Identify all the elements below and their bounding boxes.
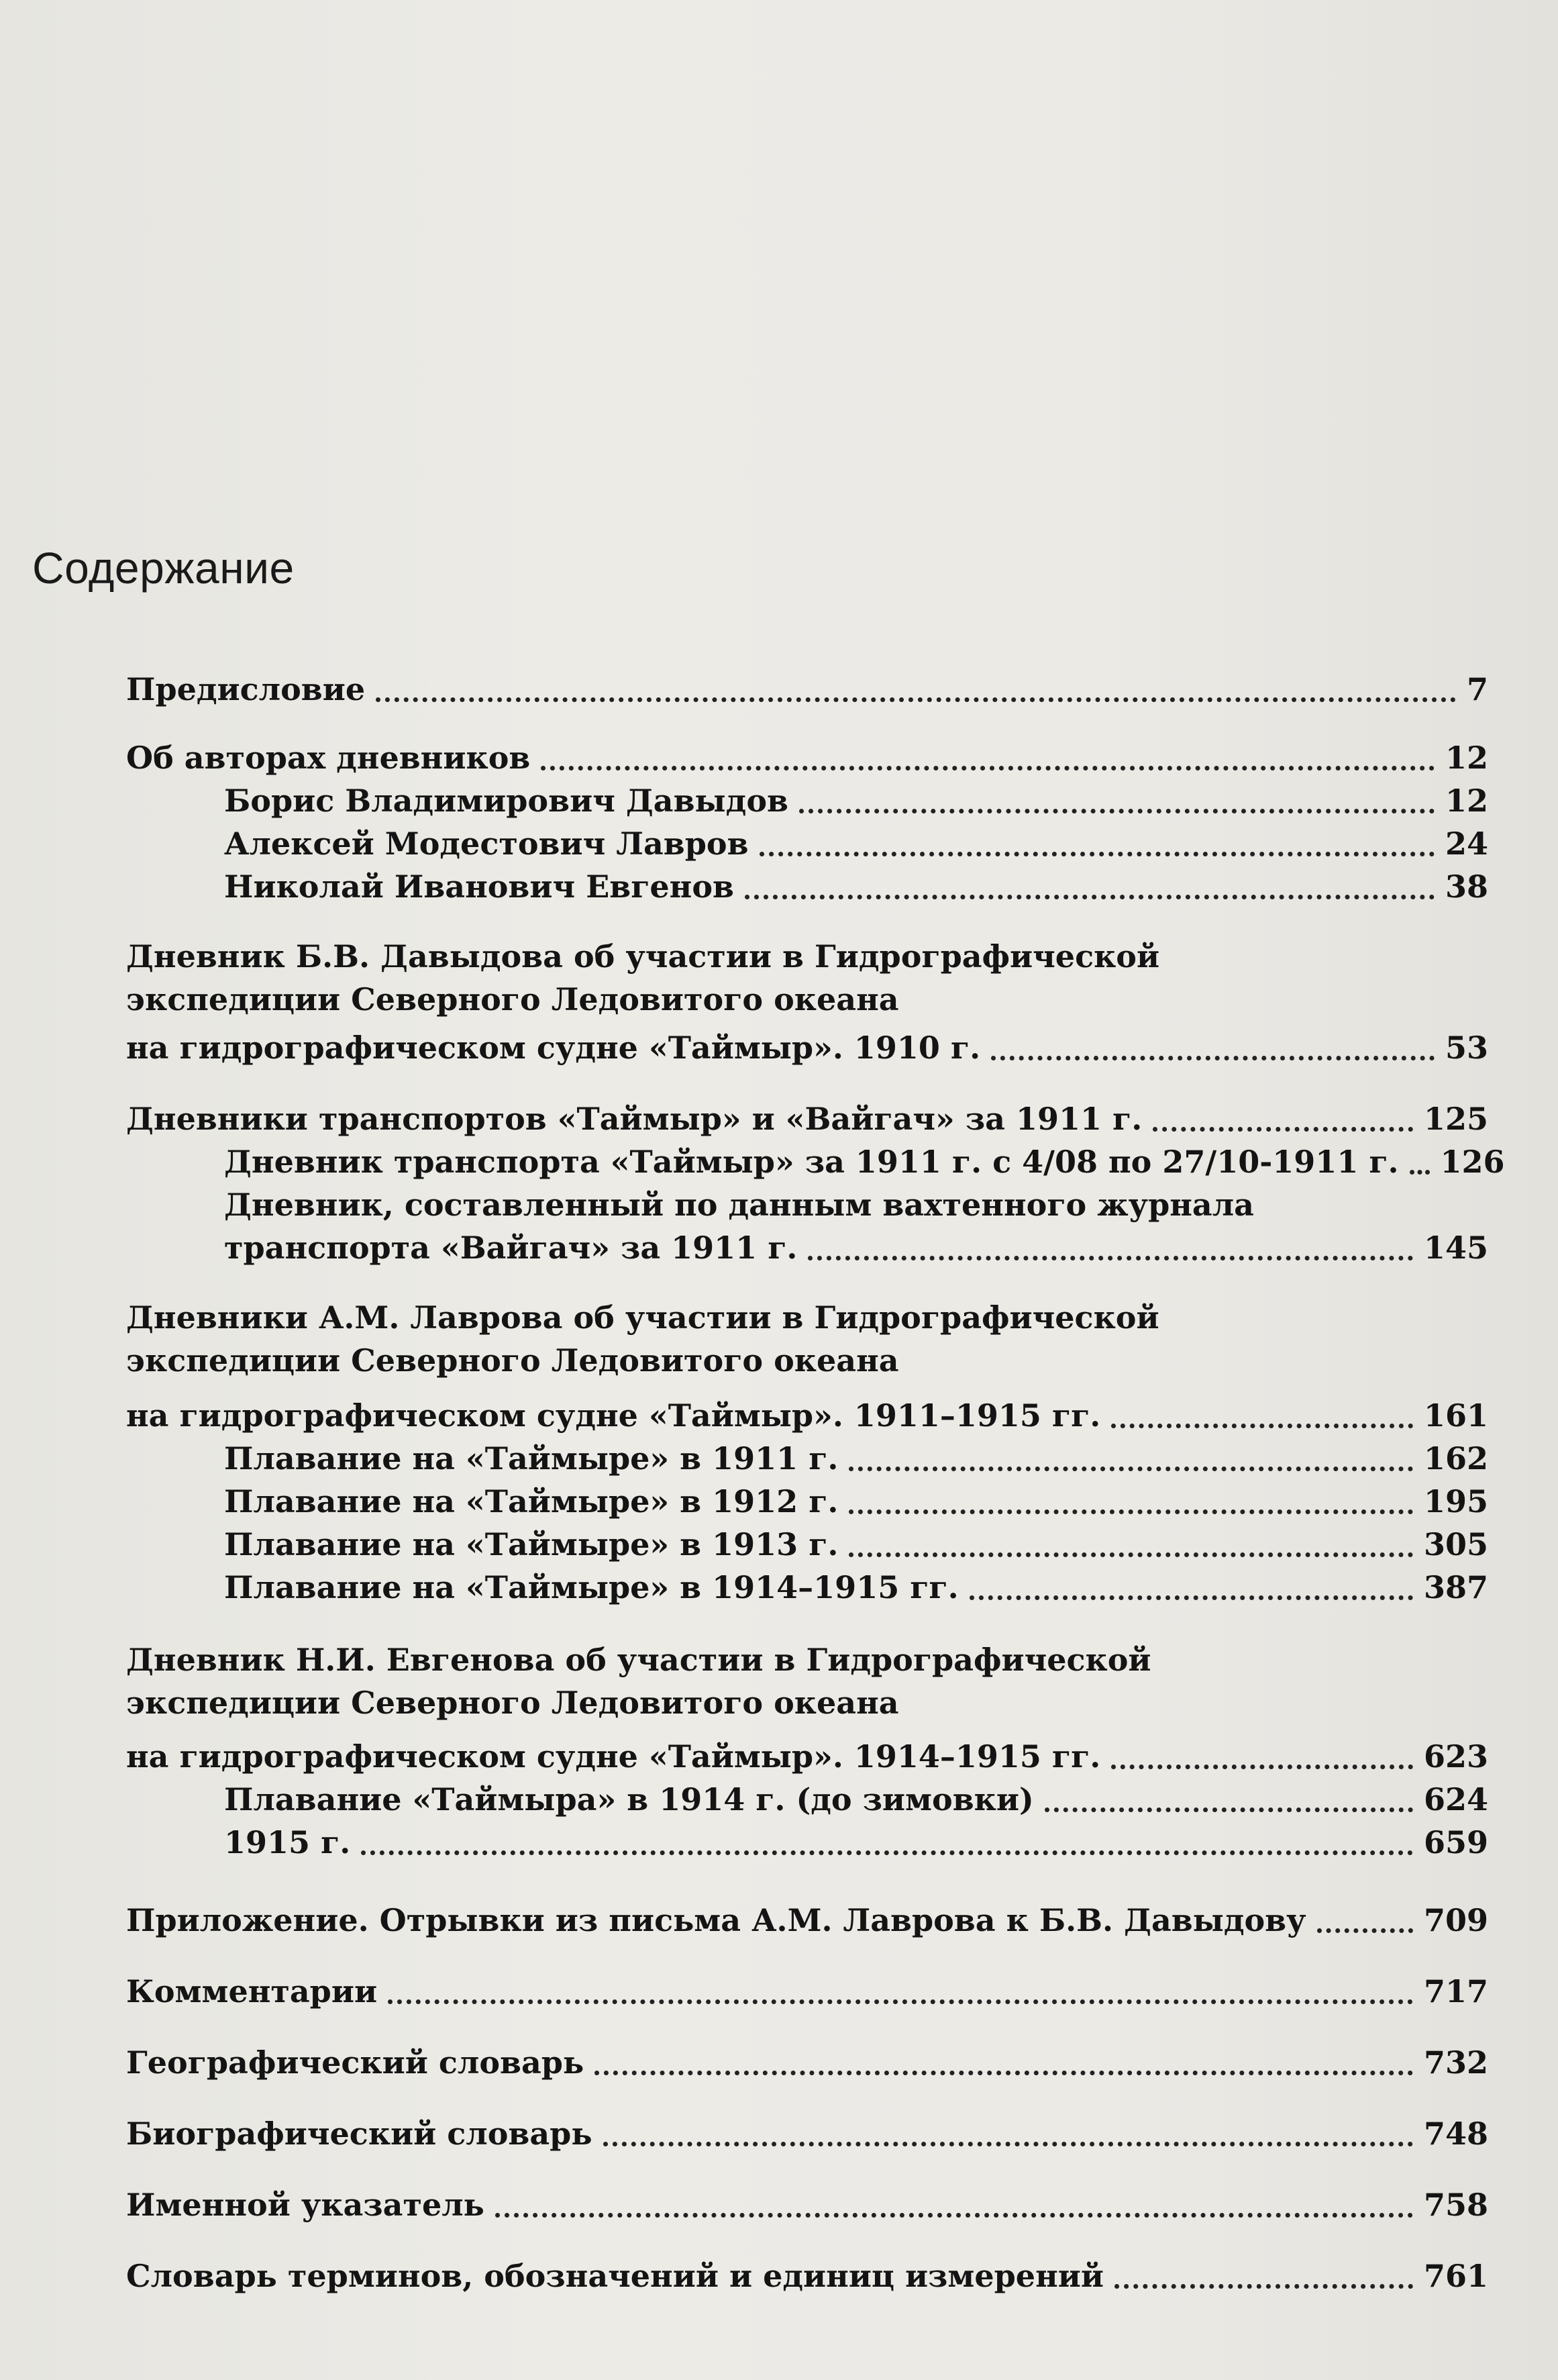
toc-entry-title: Предисловие: [126, 671, 366, 707]
toc-entry-page: 659: [1423, 1824, 1488, 1861]
toc-entry-page: 38: [1445, 869, 1488, 905]
toc-entry-title: транспорта «Вайгач» за 1911 г.: [224, 1230, 798, 1266]
dot-leader: [808, 1256, 1413, 1260]
toc-entry-title: Биографический словарь: [126, 2116, 592, 2152]
dot-leader: [799, 809, 1435, 813]
toc-entry-page: 126: [1440, 1144, 1505, 1180]
toc-subentry-davydov[interactable]: [224, 779, 1488, 823]
toc-entry-biographic-dictionary[interactable]: [126, 2112, 1488, 2156]
toc-entry-title: Плавание на «Таймыре» в 1914–1915 гг.: [224, 1569, 959, 1605]
toc-subentry-voyage-1913[interactable]: [224, 1522, 1488, 1567]
toc-entry-title-line: Дневник, составленный по данным вахтенного журнала: [224, 1187, 1254, 1223]
toc-entry-evgenov-diary-line2: [126, 1681, 1488, 1725]
toc-entry-page: 624: [1423, 1781, 1488, 1818]
toc-entry-page: 717: [1423, 1973, 1488, 2010]
toc-subentry-evgenov[interactable]: [224, 864, 1488, 909]
toc-entry-preface[interactable]: [126, 667, 1488, 711]
toc-entry-title-line: экспедиции Северного Ледовитого океана: [126, 981, 899, 1018]
toc-entry-title: Словарь терминов, обозначений и единиц измерений: [126, 2258, 1104, 2294]
toc-entry-page: 24: [1445, 826, 1488, 862]
toc-entry-title: 1915 г.: [224, 1824, 351, 1861]
toc-entry-title-line: экспедиции Северного Ледовитого океана: [126, 1342, 899, 1379]
toc-entry-title-line: экспедиции Северного Ледовитого океана: [126, 1685, 899, 1721]
toc-entry-title: Плавание на «Таймыре» в 1911 г.: [224, 1440, 839, 1477]
toc-subentry-voyage-1914-1915[interactable]: [224, 1565, 1488, 1609]
toc-entry-page: 12: [1445, 783, 1488, 819]
dot-leader: [1153, 1127, 1413, 1132]
dot-leader: [849, 1552, 1413, 1557]
dot-leader: [361, 1850, 1413, 1855]
toc-entry-title: на гидрографическом судне «Таймыр». 1911–1915 гг.: [126, 1397, 1101, 1434]
toc-entry-page: 161: [1423, 1397, 1488, 1434]
toc-entry-title: Географический словарь: [126, 2044, 584, 2081]
toc-entry-title-line: Дневник Б.В. Давыдова об участии в Гидрографической: [126, 938, 1160, 975]
dot-leader: [991, 1056, 1435, 1060]
toc-subentry-vaygach-line1: [224, 1183, 1488, 1227]
toc-subentry-taymyr-1914[interactable]: [224, 1777, 1488, 1822]
toc-entry-commentary[interactable]: [126, 1969, 1488, 2014]
toc-entry-page: 748: [1423, 2116, 1488, 2152]
dot-leader: [1111, 1424, 1413, 1428]
toc-entry-title: Николай Иванович Евгенов: [224, 869, 734, 905]
toc-entry-title: Именной указатель: [126, 2187, 484, 2223]
dot-leader: [760, 852, 1435, 856]
toc-entry-title: Об авторах дневников: [126, 740, 531, 776]
dot-leader: [745, 895, 1435, 899]
toc-entry-page: 732: [1423, 2044, 1488, 2081]
contents-heading: Содержание: [32, 543, 295, 593]
toc-subentry-vaygach-1911[interactable]: [224, 1226, 1488, 1270]
toc-entry-page: 623: [1423, 1738, 1488, 1775]
toc-entry-page: 195: [1423, 1483, 1488, 1520]
toc-entry-appendix[interactable]: [126, 1898, 1488, 1942]
toc-entry-evgenov-diary-line1: [126, 1638, 1488, 1682]
toc-subentry-taymyr-1911[interactable]: [224, 1140, 1505, 1184]
dot-leader: [970, 1595, 1413, 1600]
toc-entry-transports-diaries[interactable]: [126, 1097, 1488, 1141]
toc-entry-terms-dictionary[interactable]: [126, 2254, 1488, 2298]
toc-entry-title: на гидрографическом судне «Таймыр». 1914–1915 гг.: [126, 1738, 1101, 1775]
toc-entry-title: Плавание «Таймыра» в 1914 г. (до зимовки): [224, 1781, 1034, 1818]
toc-subentry-lavrov[interactable]: [224, 822, 1488, 866]
toc-entry-title: Плавание на «Таймыре» в 1913 г.: [224, 1526, 839, 1563]
toc-subentry-voyage-1911[interactable]: [224, 1436, 1488, 1481]
toc-entry-lavrov-diaries-line2: [126, 1338, 1488, 1383]
dot-leader: [1114, 2284, 1413, 2289]
dot-leader: [541, 766, 1435, 771]
toc-entry-page: 145: [1423, 1230, 1488, 1266]
toc-entry-about-authors[interactable]: [126, 736, 1488, 780]
toc-entry-title: Плавание на «Таймыре» в 1912 г.: [224, 1483, 839, 1520]
toc-entry-lavrov-diaries-line1: [126, 1295, 1488, 1340]
toc-entry-page: 709: [1423, 1902, 1488, 1938]
toc-entry-title-line: Дневник Н.И. Евгенова об участии в Гидрографической: [126, 1642, 1151, 1678]
toc-subentry-voyage-1912[interactable]: [224, 1479, 1488, 1524]
dot-leader: [1111, 1765, 1413, 1769]
toc-entry-name-index[interactable]: [126, 2183, 1488, 2227]
toc-entry-page: 162: [1423, 1440, 1488, 1477]
toc-entry-geographic-dictionary[interactable]: [126, 2040, 1488, 2085]
dot-leader: [376, 697, 1456, 702]
toc-entry-page: 761: [1423, 2258, 1488, 2294]
dot-leader: [1410, 1170, 1430, 1175]
toc-entry-title: Приложение. Отрывки из письма А.М. Лаврова к Б.В. Давыдову: [126, 1902, 1306, 1938]
dot-leader: [849, 1467, 1413, 1471]
toc-entry-title-line: Дневники А.М. Лаврова об участии в Гидрографической: [126, 1299, 1159, 1336]
toc-entry-title: Комментарии: [126, 1973, 378, 2010]
toc-entry-davydov-diary-line1: [126, 934, 1488, 979]
dot-leader: [849, 1509, 1413, 1514]
dot-leader: [594, 2071, 1413, 2075]
toc-entry-lavrov-diaries[interactable]: [126, 1393, 1488, 1438]
dot-leader: [495, 2213, 1413, 2218]
dot-leader: [603, 2142, 1413, 2146]
toc-entry-page: 12: [1445, 740, 1488, 776]
toc-subentry-1915[interactable]: [224, 1820, 1488, 1865]
toc-entry-page: 758: [1423, 2187, 1488, 2223]
dot-leader: [1045, 1807, 1413, 1812]
toc-entry-page: 7: [1466, 671, 1488, 707]
toc-entry-davydov-diary[interactable]: [126, 1026, 1488, 1070]
toc-entry-davydov-diary-line2: [126, 977, 1488, 1022]
toc-entry-title: Борис Владимирович Давыдов: [224, 783, 788, 819]
toc-entry-page: 125: [1423, 1101, 1488, 1137]
dot-leader: [388, 1999, 1413, 2004]
dot-leader: [1317, 1928, 1413, 1933]
toc-entry-title: Дневники транспортов «Таймыр» и «Вайгач» за 1911 г.: [126, 1101, 1143, 1137]
toc-entry-title: Алексей Модестович Лавров: [224, 826, 749, 862]
toc-entry-page: 387: [1423, 1569, 1488, 1605]
toc-entry-title: Дневник транспорта «Таймыр» за 1911 г. с 4/08 по 27/10-1911 г.: [224, 1144, 1399, 1180]
toc-entry-title: на гидрографическом судне «Таймыр». 1910 г.: [126, 1030, 981, 1066]
toc-entry-page: 53: [1445, 1030, 1488, 1066]
toc-entry-evgenov-diary[interactable]: [126, 1734, 1488, 1779]
toc-entry-page: 305: [1423, 1526, 1488, 1563]
